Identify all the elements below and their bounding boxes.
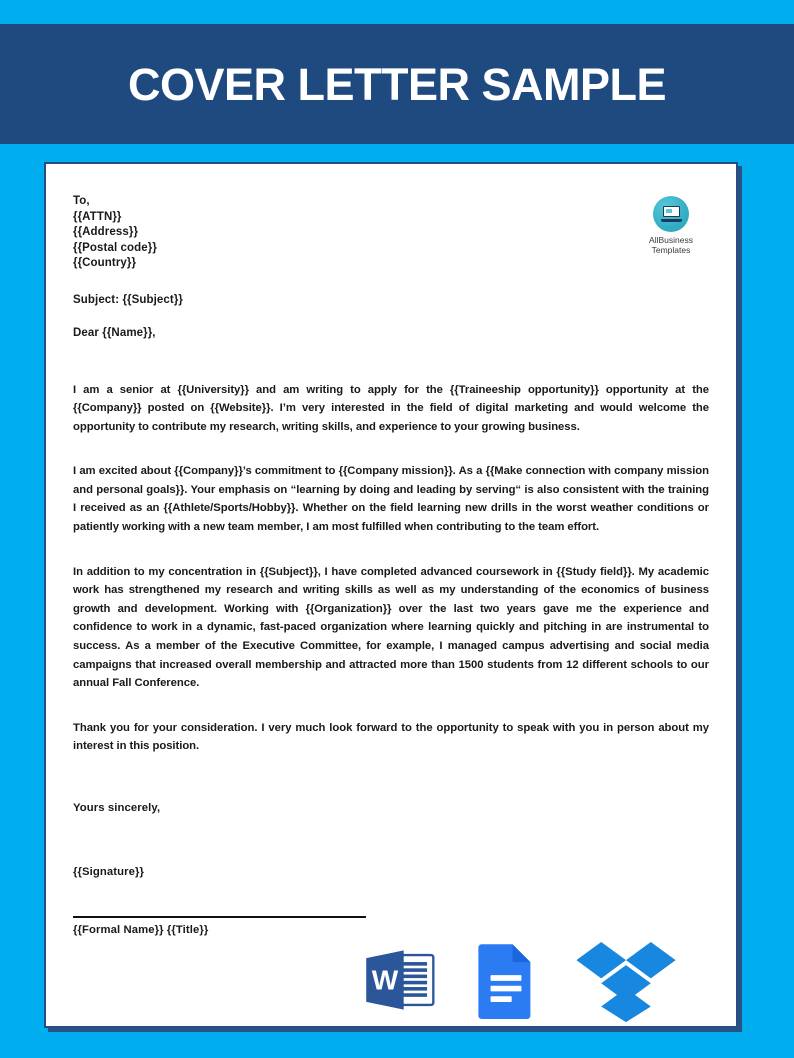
recipient-address-block: [73, 194, 709, 272]
signoff-line: Yours sincerely,: [73, 802, 161, 814]
paragraph-motivation: I am excited about {{Company}}’s commitment to {{Company mission}}. As a {{Make connection with company mission and personal goals}}. Your emphasis on “learning by doing and leading by serving“ is also consistent with the training I received as an {{Athlete/Sports/Hobby}}. Whether on the field learning new drills in the worst weather conditions or patiently working with a new team member, I am most fulfilled when contributing to the team effort.: [73, 465, 709, 534]
address-line-postal-code: {{Postal code}}: [73, 241, 157, 254]
google-docs-icon[interactable]: [472, 941, 540, 1019]
salutation-line: Dear {{Name}},: [73, 326, 156, 339]
address-line-attn: {{ATTN}}: [73, 210, 122, 223]
dropbox-icon[interactable]: [574, 937, 678, 1023]
logo-text-line2: Templates: [651, 245, 691, 255]
letter-body: [73, 194, 709, 936]
paragraph-intro: I am a senior at {{University}} and am writing to apply for the {{Traineeship opportunity}} opportunity at the {{Company}} posted on {{Website}}. I’m very interested in the field of digital marketing and would welcome the opportunity to contribute my research, writing skills, and experience to your growing business.: [73, 383, 709, 433]
signature-rule: [73, 916, 366, 918]
page-title: COVER LETTER SAMPLE: [127, 58, 667, 110]
paragraph-qualifications: In addition to my concentration in {{Subject}}, I have completed advanced coursework in {{Study field}}. My academic work has strengthened my research and writing skills as well as my understanding of the economics of business growth and development. Working with {{Organization}} over the last two years gave me the experience and confidence to work in a dynamic, fast-paced organization where learning quickly and pitching in are instrumental to success. As a member of the Executive Committee, for example, I managed campus advertising and social media campaigns that increased overall membership and attracted more than 1500 students from 12 different schools to our annual Fall Conference.: [73, 565, 709, 690]
logo-text-line1: AllBusiness: [649, 235, 693, 245]
microsoft-word-icon[interactable]: [360, 941, 438, 1019]
signature-placeholder: {{Signature}}: [73, 866, 144, 878]
address-line-street: {{Address}}: [73, 226, 139, 238]
address-line-to: To,: [73, 195, 90, 207]
page-header-banner: [0, 24, 794, 144]
paragraph-closing: Thank you for your consideration. I very much look forward to the opportunity to speak with you in person about my interest in this position.: [73, 721, 709, 753]
document-sheet: [44, 162, 738, 1028]
subject-line: Subject: {{Subject}}: [73, 293, 183, 306]
address-line-country: {{Country}}: [73, 257, 137, 269]
file-format-icon-row: [360, 925, 700, 1035]
word-letter-w: W: [371, 964, 399, 996]
signature-name-title: {{Formal Name}} {{Title}}: [73, 924, 209, 936]
